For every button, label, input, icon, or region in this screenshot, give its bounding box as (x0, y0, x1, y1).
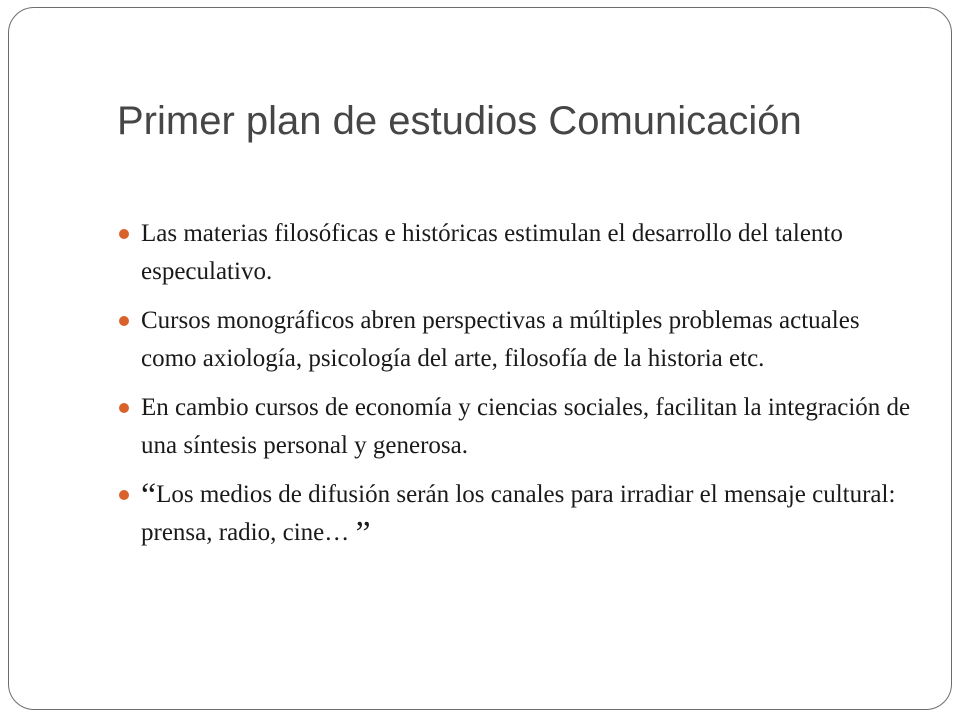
close-quote-mark: ” (355, 515, 371, 552)
bullet-dot-icon (119, 403, 129, 413)
bullet-item (117, 302, 917, 378)
bullet-text: Las materias filosóficas e históricas estimulan el desarrollo del talento especulativo. (141, 220, 843, 285)
slide-frame (8, 7, 952, 710)
slide-title: Primer plan de estudios Comunicación (117, 99, 802, 143)
bullet-text: Cursos monográficos abren perspectivas a múltiples problemas actuales como axiología, psicología del arte, filosofía de la historia etc. (141, 307, 860, 372)
bullet-list (117, 215, 917, 563)
quote-bullet-item (117, 476, 917, 552)
bullet-dot-icon (119, 490, 129, 500)
bullet-item (117, 389, 917, 465)
quote-text: Los medios de difusión serán los canales para irradiar el mensaje cultural: prensa, radio, cine… (141, 481, 896, 546)
bullet-item (117, 215, 917, 291)
bullet-text: En cambio cursos de economía y ciencias sociales, facilitan la integración de una síntesis personal y generosa. (141, 394, 911, 459)
bullet-dot-icon (119, 229, 129, 239)
open-quote-mark: “ (141, 477, 157, 514)
bullet-dot-icon (119, 316, 129, 326)
